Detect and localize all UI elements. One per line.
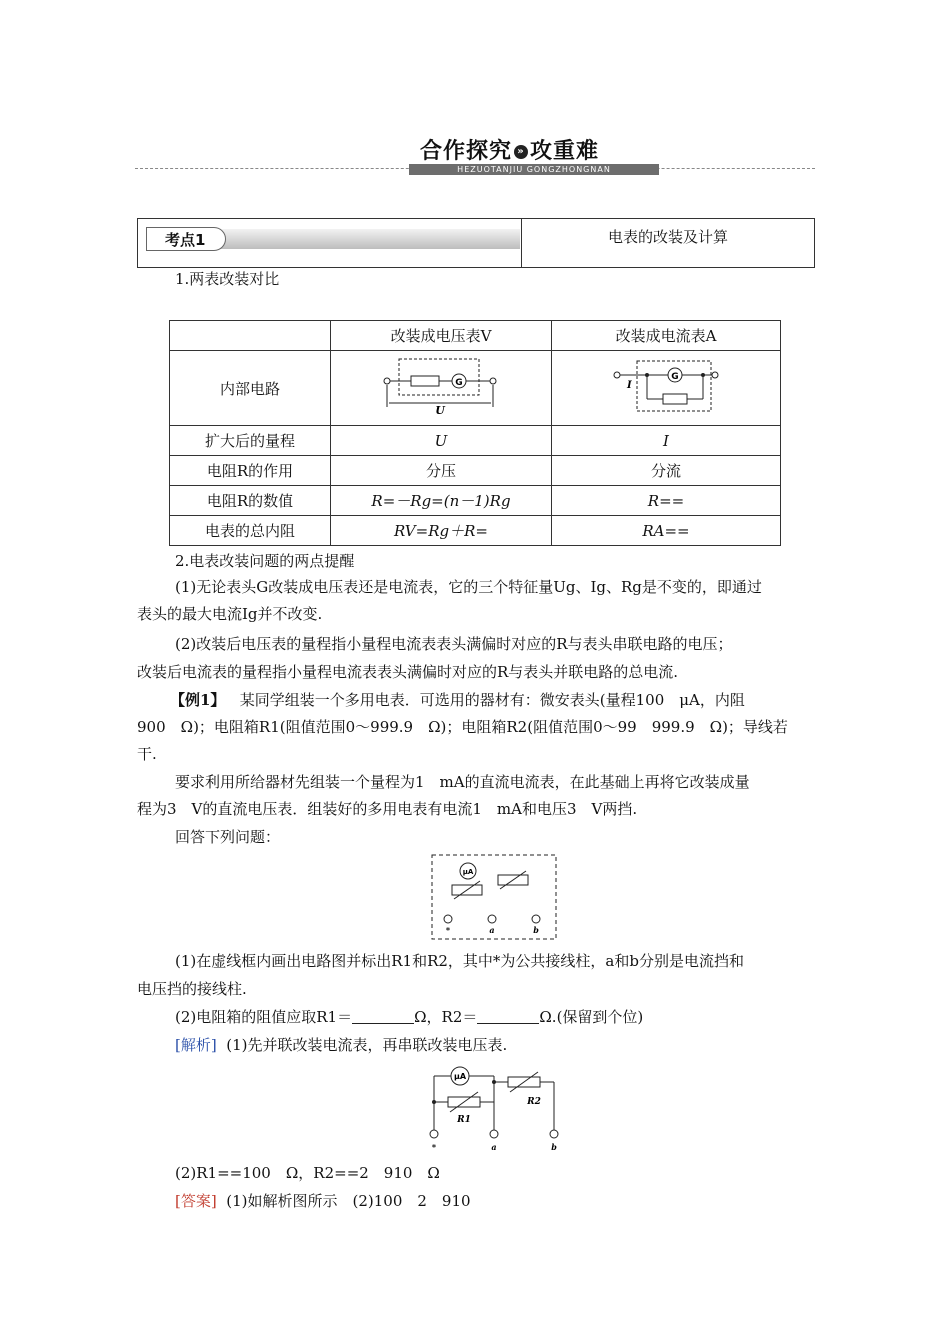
terminal-b-label: b: [533, 925, 539, 935]
example-line6: 回答下列问题：: [175, 828, 281, 846]
question1-line1: (1)在虚线框内画出电路图并标出R1和R2，其中*为公共接线柱，a和b分别是电流挡和: [175, 952, 744, 970]
voltmeter-r-role: 分压: [331, 456, 552, 486]
table-header-row: [170, 321, 781, 351]
microammeter-label: μA: [453, 1072, 467, 1081]
section2-p1-line2: 表头的最大电流Ig并不改变.: [137, 605, 323, 623]
ammeter-circuit-diagram: [611, 355, 721, 417]
ammeter-r-value: R==: [552, 486, 781, 516]
microammeter-label: μA: [462, 868, 474, 876]
section-title-right: 攻重难: [530, 139, 600, 164]
example-line1: [170, 689, 745, 710]
analysis-line2: (2)R1==100 Ω，R2==2 910 Ω: [175, 1164, 440, 1182]
ammeter-r-role: 分流: [552, 456, 781, 486]
voltmeter-r-value: R=－Rg=(n－1)Rg: [331, 486, 552, 516]
section-title-left: 合作探究: [420, 139, 513, 164]
example-line2: 900 Ω)；电阻箱R1(阻值范围0～999.9 Ω)；电阻箱R2(阻值范围0～99 999.9 Ω)；导线若: [137, 718, 788, 736]
common-terminal-label: *: [431, 1142, 437, 1152]
section2-p2-line1: (2)改装后电压表的量程指小量程电流表表头满偏时对应的R与表头串联电路的电压；: [175, 635, 733, 653]
arrow-icon: »: [514, 145, 528, 159]
voltmeter-range: U: [331, 426, 552, 456]
answer-text: (1)如解析图所示 (2)100 2 910: [226, 1192, 471, 1210]
galvanometer-label: G: [671, 372, 679, 382]
section1-heading: 1.两表改装对比: [175, 270, 280, 288]
example-tag: 【例1】: [170, 691, 226, 709]
ammeter-range: I: [552, 426, 781, 456]
row-label: 电阻R的作用: [170, 456, 331, 486]
section2-p2-line2: 改装后电流表的量程指小量程电流表表头满偏时对应的R与表头并联电路的总电流.: [137, 663, 679, 681]
terminal-a-label: a: [489, 925, 495, 935]
table-row: [170, 456, 781, 486]
question2-part-a: (2)电阻箱的阻值应取R1＝: [175, 1008, 353, 1026]
voltage-label: U: [435, 404, 445, 417]
ammeter-total-resistance: RA==: [552, 516, 781, 546]
topic-title: 电表的改装及计算: [607, 228, 728, 246]
row-label: 内部电路: [170, 351, 331, 426]
example-line1-text: 某同学组装一个多用电表．可选用的器材有：微安表头(量程100 μA，内阻: [239, 691, 745, 709]
example-line5: 程为3 V的直流电压表．组装好的多用电表有电流1 mA和电压3 V两挡.: [137, 800, 638, 818]
analysis-line1: [175, 1034, 507, 1055]
table-row: [170, 516, 781, 546]
table-row: [170, 486, 781, 516]
ammeter-circuit-cell: [552, 351, 781, 426]
current-label: I: [627, 380, 632, 391]
voltmeter-circuit-diagram: [381, 355, 501, 417]
r1-answer-blank: [352, 1009, 414, 1024]
example-line3: 干.: [137, 745, 157, 763]
table-corner-cell: [170, 321, 331, 351]
section2-p1-line1: (1)无论表头G改装成电压表还是电流表，它的三个特征量Ug、Ig、Rg是不变的，即通过: [175, 578, 762, 596]
question2: [175, 1006, 643, 1027]
comparison-table: [169, 320, 781, 546]
analysis-tag: [解析]: [175, 1036, 217, 1054]
galvanometer-label: G: [455, 378, 463, 388]
r1-label: R1: [457, 1115, 471, 1125]
common-terminal-label: *: [445, 925, 451, 935]
question2-part-b: Ω，R2＝: [414, 1008, 478, 1026]
topic-label-area: [138, 219, 521, 267]
analysis-text: (1)先并联改装电流表，再串联改装电压表.: [226, 1036, 508, 1054]
voltmeter-circuit-cell: [331, 351, 552, 426]
r2-answer-blank: [477, 1009, 539, 1024]
section-subtitle: HEZUOTANJIU GONGZHONGNAN: [409, 164, 659, 175]
terminal-a-label: a: [491, 1142, 497, 1152]
terminal-b-label: b: [551, 1142, 557, 1152]
example-line4: 要求利用所给器材先组装一个量程为1 mA的直流电流表，在此基础上再将它改装成量: [175, 773, 750, 791]
row-label: 电阻R的数值: [170, 486, 331, 516]
table-row: [170, 351, 781, 426]
voltmeter-total-resistance: RV=Rg＋R=: [331, 516, 552, 546]
table-header-voltmeter: 改装成电压表V: [331, 321, 552, 351]
solution-circuit-diagram: [424, 1062, 574, 1157]
table-row: [170, 426, 781, 456]
topic-label: 考点1: [146, 227, 226, 251]
answer-tag: [答案]: [175, 1192, 217, 1210]
example-figure-box: [430, 853, 558, 941]
section-title: [420, 134, 599, 165]
table-header-ammeter: 改装成电流表A: [552, 321, 781, 351]
answer-line: [175, 1190, 471, 1211]
question2-part-c: Ω.(保留到个位): [539, 1008, 644, 1026]
section2-heading: 2.电表改装问题的两点提醒: [175, 552, 355, 570]
section-header: [135, 130, 815, 180]
r2-label: R2: [527, 1097, 541, 1107]
row-label: 电表的总内阻: [170, 516, 331, 546]
topic-box: [137, 218, 815, 268]
row-label: 扩大后的量程: [170, 426, 331, 456]
question1-line2: 电压挡的接线柱.: [137, 980, 247, 998]
